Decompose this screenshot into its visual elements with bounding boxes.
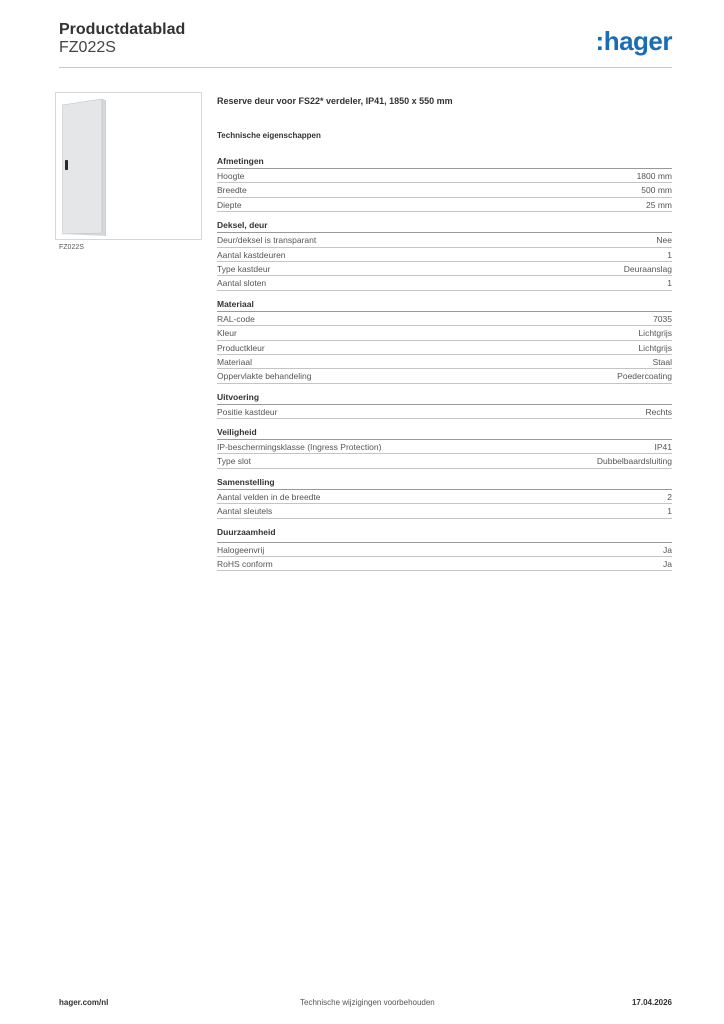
- spec-value: 500 mm: [641, 185, 672, 196]
- spec-label: Aantal sloten: [217, 278, 267, 289]
- spec-row: [217, 557, 672, 571]
- spec-row: [217, 440, 672, 454]
- spec-label: Type kastdeur: [217, 263, 271, 274]
- spec-label: Hoogte: [217, 171, 245, 181]
- spec-label: Halogeenvrij: [217, 544, 265, 555]
- spec-section: [217, 96, 672, 579]
- spec-label: Materiaal: [217, 356, 252, 367]
- spec-label: Positie kastdeur: [217, 406, 278, 417]
- spec-label: Aantal velden in de breedte: [217, 491, 321, 502]
- spec-group-title: Afmetingen: [217, 156, 672, 169]
- footer-date: 17.04.2026: [631, 998, 672, 1007]
- spec-label: Kleur: [217, 328, 237, 339]
- spec-group: [217, 477, 672, 519]
- spec-group-title: Duurzaamheid: [217, 527, 672, 543]
- spec-row: [217, 341, 672, 355]
- spec-row: [217, 276, 672, 290]
- header-divider: [59, 67, 672, 68]
- spec-row: [217, 262, 672, 276]
- spec-group-title: Deksel, deur: [217, 220, 672, 233]
- spec-group: [217, 427, 672, 469]
- spec-group-title: Uitvoering: [217, 392, 672, 405]
- spec-label: Oppervlakte behandeling: [217, 371, 312, 382]
- spec-group: [217, 527, 672, 572]
- spec-value: 1: [667, 506, 672, 517]
- spec-row: [217, 233, 672, 247]
- spec-row: [217, 405, 672, 419]
- door-icon: [62, 99, 106, 236]
- spec-label: Aantal sleutels: [217, 506, 273, 517]
- spec-label: Deur/deksel is transparant: [217, 235, 317, 246]
- spec-value: 1: [667, 278, 672, 289]
- spec-value: Poedercoating: [617, 371, 672, 382]
- spec-value: Staal: [652, 356, 672, 367]
- spec-label: Type slot: [217, 456, 252, 467]
- product-description: Reserve deur voor FS22* verdeler, IP41, 1850 x 550 mm: [217, 96, 453, 106]
- spec-group: [217, 392, 672, 419]
- spec-value: Rechts: [645, 406, 672, 417]
- spec-value: Lichtgrijs: [638, 342, 672, 353]
- spec-value: Dubbelbaardsluiting: [596, 456, 672, 467]
- spec-value: 1800 mm: [636, 171, 672, 181]
- spec-row: [217, 326, 672, 340]
- spec-label: Aantal kastdeuren: [217, 249, 286, 260]
- spec-value: Lichtgrijs: [638, 328, 672, 339]
- spec-row: [217, 543, 672, 557]
- product-code: FZ022S: [59, 39, 116, 56]
- hager-logo: [596, 28, 672, 54]
- logo-text: hager: [603, 26, 672, 56]
- spec-label: RoHS conform: [217, 559, 273, 570]
- image-caption: FZ022S: [59, 244, 84, 251]
- spec-label: Diepte: [217, 199, 242, 210]
- page-title: Productdatablad: [59, 21, 186, 38]
- spec-value: 25 mm: [646, 199, 672, 210]
- spec-value: Ja: [663, 559, 672, 570]
- spec-row: [217, 369, 672, 383]
- spec-value: IP41: [654, 442, 672, 453]
- spec-row: [217, 490, 672, 504]
- tech-heading: Technische eigenschappen: [217, 131, 321, 140]
- spec-value: Nee: [656, 235, 672, 246]
- spec-value: 1: [667, 249, 672, 260]
- spec-label: Breedte: [217, 185, 247, 196]
- spec-row: [217, 198, 672, 212]
- spec-row: [217, 183, 672, 197]
- spec-row: [217, 504, 672, 518]
- spec-group-title: Samenstelling: [217, 477, 672, 490]
- spec-value: 2: [667, 491, 672, 502]
- spec-row: [217, 169, 672, 183]
- spec-group-title: Veiligheid: [217, 427, 672, 440]
- spec-value: Deuraanslag: [623, 263, 672, 274]
- spec-value: 7035: [653, 313, 672, 324]
- spec-row: [217, 248, 672, 262]
- spec-groups: [217, 156, 672, 571]
- spec-label: RAL-code: [217, 313, 255, 324]
- spec-group-title: Materiaal: [217, 299, 672, 312]
- spec-value: Ja: [663, 544, 672, 555]
- footer-website: hager.com/nl: [59, 998, 109, 1007]
- spec-group: [217, 220, 672, 291]
- spec-row: [217, 454, 672, 468]
- spec-row: [217, 355, 672, 369]
- spec-label: Productkleur: [217, 342, 265, 353]
- spec-group: [217, 299, 672, 384]
- logo-prefix: :: [595, 26, 604, 56]
- spec-group: [217, 156, 672, 212]
- spec-label: IP-beschermingsklasse (Ingress Protection): [217, 442, 382, 453]
- footer-notice: Technische wijzigingen voorbehouden: [300, 998, 435, 1007]
- spec-row: [217, 312, 672, 326]
